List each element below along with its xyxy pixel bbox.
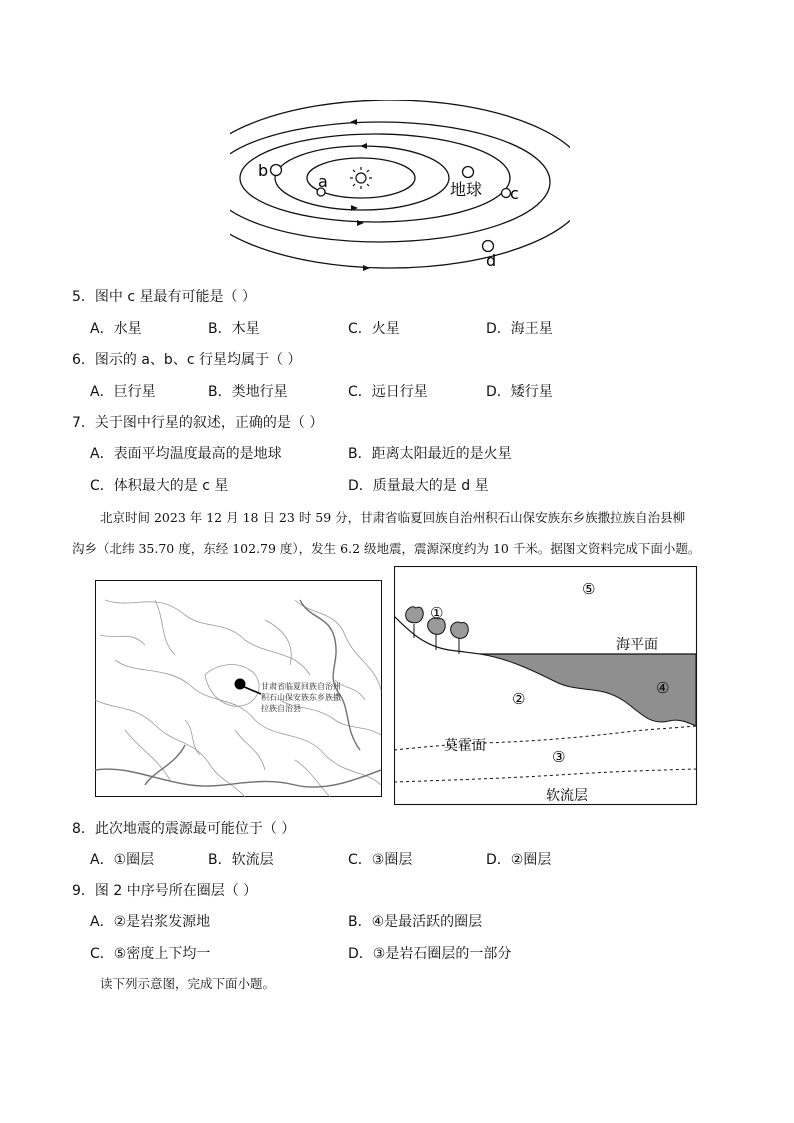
question-6-option-c[interactable]: C．远日行星 (348, 384, 428, 400)
arrow-orbit-c (350, 119, 357, 125)
question-9-option-d[interactable]: D．③是岩石圈层的一部分 (348, 946, 512, 962)
label-c: c (510, 184, 519, 203)
asthenosphere-label: 软流层 (546, 788, 588, 804)
question-8-option-b[interactable]: B．软流层 (208, 852, 274, 868)
question-7-option-b[interactable]: B．距离太阳最近的是火星 (348, 446, 512, 462)
question-8-option-d[interactable]: D．②圈层 (486, 852, 552, 868)
orbit-diagram (230, 100, 570, 280)
label-earth: 地球 (450, 180, 483, 199)
planet-d (483, 241, 494, 252)
map-label-line-3: 拉族自治县 (261, 704, 301, 713)
question-5-option-b[interactable]: B．木星 (208, 321, 260, 337)
map-label-line-1: 甘肃省临夏回族自治州 (261, 682, 341, 691)
arrow-orbit-b (360, 143, 367, 149)
layer-4-label: ④ (656, 679, 670, 697)
planet-earth (463, 167, 474, 178)
question-9-option-a[interactable]: A．②是岩浆发源地 (90, 914, 211, 930)
layer-2-label: ② (512, 690, 526, 708)
sea-level-label: 海平面 (616, 637, 658, 653)
question-7-option-a[interactable]: A．表面平均温度最高的是地球 (90, 446, 282, 462)
earth-layer-section (394, 566, 698, 806)
question-8-option-c[interactable]: C．③圈层 (348, 852, 413, 868)
question-5-option-a[interactable]: A．水星 (90, 321, 142, 337)
arrow-orbit-d (363, 265, 370, 271)
question-5-option-c[interactable]: C．火星 (348, 321, 400, 337)
orbit-d (230, 100, 570, 268)
question-7-option-c[interactable]: C．体积最大的是 c 星 (90, 478, 229, 494)
question-7-option-d[interactable]: D．质量最大的是 d 星 (348, 478, 489, 494)
map-label-line-2: 积石山保安族东乡族撒 (261, 693, 341, 702)
orbit-earth (240, 134, 510, 222)
question-5-option-d[interactable]: D．海王星 (486, 321, 553, 337)
epicenter-marker (235, 679, 246, 690)
question-6-option-a[interactable]: A．巨行星 (90, 384, 156, 400)
moho-label: 莫霍面 (444, 738, 486, 754)
passage-line-1: 北京时间 2023 年 12 月 18 日 23 时 59 分，甘肃省临夏回族自治州积石山保安族东乡族撒拉族自治县柳 (100, 510, 686, 525)
arrow-orbit-earth (357, 220, 364, 226)
planet-b (271, 165, 282, 176)
layer-5-label: ⑤ (582, 580, 596, 598)
question-7-stem: 7．关于图中行星的叙述，正确的是（ ） (72, 415, 324, 431)
question-9-option-b[interactable]: B．④是最活跃的圈层 (348, 914, 483, 930)
layer-3-label: ③ (552, 748, 566, 766)
question-9-option-c[interactable]: C．⑤密度上下均一 (90, 946, 211, 962)
question-9-stem: 9．图 2 中序号所在圈层（ ） (72, 883, 258, 899)
label-a: a (318, 172, 328, 191)
question-8-option-a[interactable]: A．①圈层 (90, 852, 155, 868)
layer-1-label: ① (430, 604, 444, 622)
question-6-stem: 6．图示的 a、b、c 行星均属于（ ） (72, 352, 302, 368)
orbit-b (275, 146, 449, 210)
question-6-option-d[interactable]: D．矮行星 (486, 384, 553, 400)
orbit-c (230, 122, 550, 242)
closing-instruction: 读下列示意图，完成下面小题。 (100, 976, 276, 991)
sun-icon (350, 167, 372, 189)
question-5-stem: 5．图中 c 星最有可能是（ ） (72, 289, 256, 305)
passage-line-2: 沟乡（北纬 35.70 度，东经 102.79 度），发生 6.2 级地震，震源深度约为 10 千米。据图文资料完成下面小题。 (72, 541, 701, 556)
earthquake-location-map (95, 580, 383, 798)
question-6-option-b[interactable]: B．类地行星 (208, 384, 288, 400)
question-8-stem: 8．此次地震的震源最可能位于（ ） (72, 821, 296, 837)
label-d: d (486, 251, 497, 270)
label-b: b (258, 161, 269, 180)
